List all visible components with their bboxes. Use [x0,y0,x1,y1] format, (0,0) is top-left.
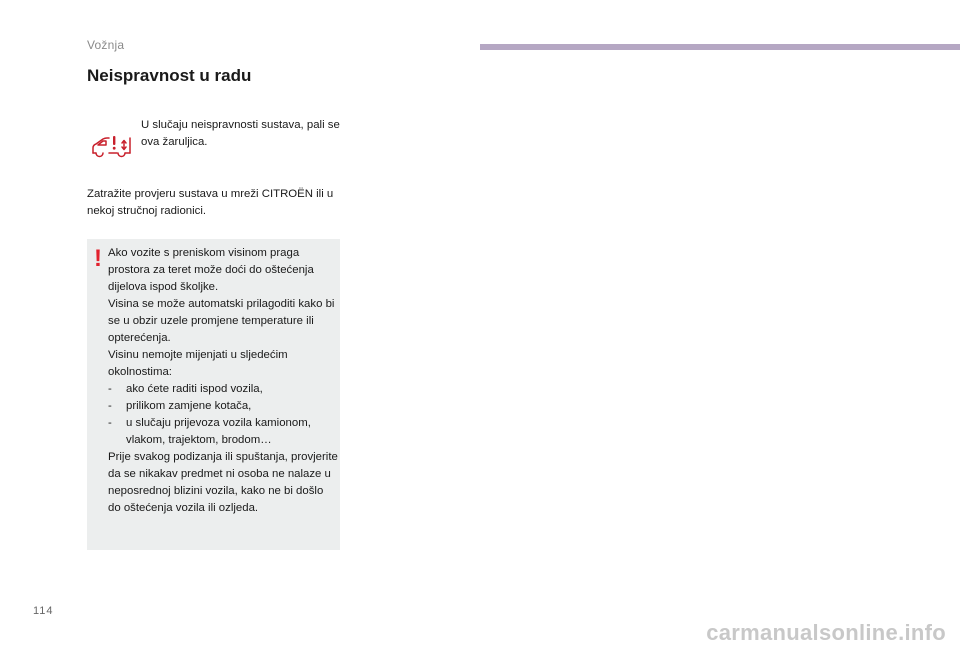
page-title: Neispravnost u radu [87,66,252,85]
note-paragraph: Ako vozite s preniskom visinom praga prostora za teret može doći do oštećenja dijelova ispod školjke. [108,247,314,293]
lamp-description: U slučaju neispravnosti sustava, pali se ova žaruljica. [141,119,340,148]
note-paragraph: Visina se može automatski prilagoditi kako bi se u obzir uzele promjene temperature ili opterećenja. [108,298,335,344]
list-item: - prilikom zamjene kotača, [108,398,338,415]
note-paragraph: Visinu nemojte mijenjati u sljedećim okolnostima: [108,349,288,378]
vehicle-height-warning-icon [90,131,134,161]
note-list [108,381,338,449]
warning-exclamation-icon: ! [94,245,102,272]
watermark: carmanualsonline.info [706,620,946,645]
section-label: Vožnja [87,38,125,52]
page-number: 114 [33,605,54,617]
note-paragraph: Prije svakog podizanja ili spuštanja, provjerite da se nikakav predmet ni osoba ne nalaze u neposrednoj blizini vozila, kako ne bi došlo do oštećenja vozila ili ozljeda. [108,451,338,514]
list-item: - ako ćete raditi ispod vozila, [108,381,338,398]
warning-note-content [108,245,338,517]
list-item: - u slučaju prijevoza vozila kamionom, vlakom, trajektom, brodom… [108,415,338,449]
service-instruction: Zatražite provjeru sustava u mreži CITROËN ili u nekoj stručnoj radionici. [87,188,334,217]
header-accent-bar [480,44,960,50]
warning-note-box [87,239,340,550]
